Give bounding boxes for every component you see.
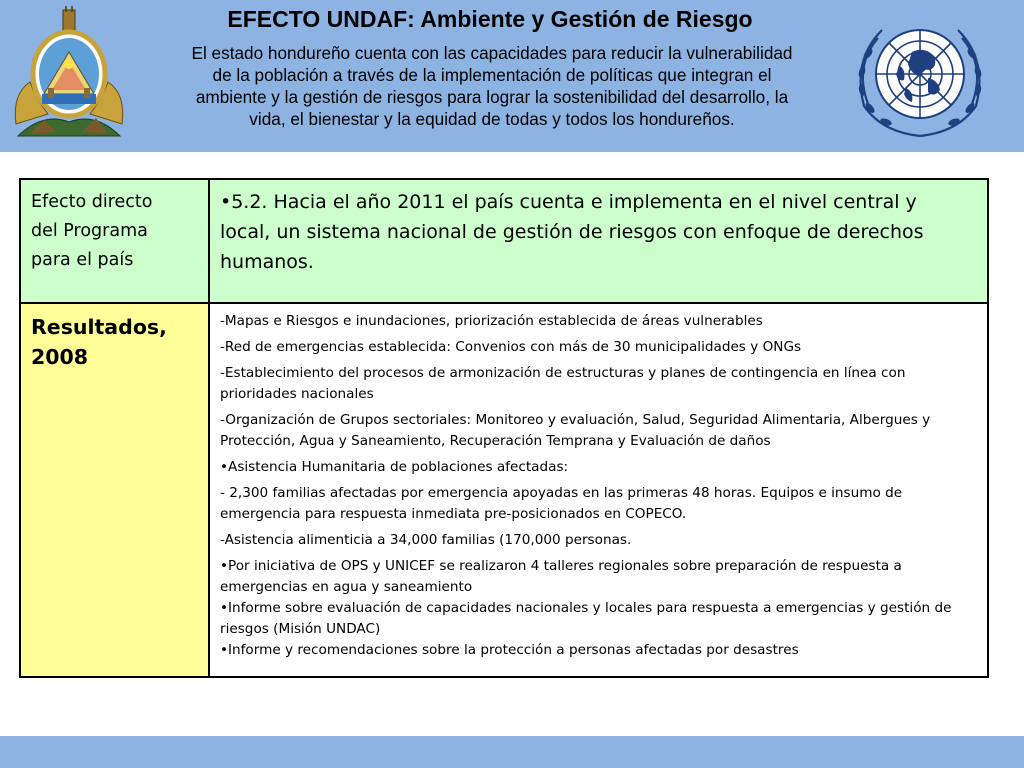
label-line: 2008 bbox=[31, 345, 89, 369]
row-label-cell bbox=[20, 303, 209, 677]
result-item: -Establecimiento del procesos de armonización de estructuras y planes de contingencia en línea con prioridades nacionales bbox=[220, 365, 906, 402]
united-nations-emblem-icon bbox=[842, 10, 998, 142]
effect-text: •5.2. Hacia el año 2011 el país cuenta e implementa en el nivel central y local, un sistema nacional de gestión de riesgos con enfoque de derechos humanos. bbox=[220, 191, 924, 273]
effect-text-cell bbox=[209, 179, 988, 303]
row-label bbox=[21, 304, 208, 372]
label-line: Resultados, bbox=[31, 315, 167, 339]
subtitle-line: El estado hondureño cuenta con las capacidades para reducir la vulnerabilidad bbox=[191, 43, 793, 63]
result-item: -Organización de Grupos sectoriales: Monitoreo y evaluación, Salud, Seguridad Alimentaria, Albergues y Protección, Agua y Saneamiento, Recuperación Temprana y Evaluación de daños bbox=[220, 412, 931, 449]
result-item: •Informe y recomendaciones sobre la protección a personas afectadas por desastres bbox=[220, 642, 799, 658]
results-list bbox=[210, 304, 987, 661]
table-row bbox=[20, 179, 988, 303]
page-subtitle bbox=[140, 42, 844, 130]
table-row bbox=[20, 303, 988, 677]
result-item: -Red de emergencias establecida: Convenios con más de 30 municipalidades y ONGs bbox=[220, 339, 802, 355]
result-item: •Por iniciativa de OPS y UNICEF se realizaron 4 talleres regionales sobre preparación de respuesta a emergencias en agua y saneamiento bbox=[220, 558, 902, 595]
subtitle-line: ambiente y la gestión de riesgos para lograr la sostenibilidad del desarrollo, la bbox=[195, 87, 789, 107]
row-label bbox=[21, 180, 208, 275]
results-cell bbox=[209, 303, 988, 677]
label-line: del Programa bbox=[31, 221, 148, 241]
result-item: -Asistencia alimenticia a 34,000 familias (170,000 personas. bbox=[220, 532, 632, 548]
footer-band bbox=[0, 736, 1024, 768]
program-effect-table bbox=[19, 178, 989, 678]
header-band bbox=[0, 0, 1024, 152]
label-line: para el país bbox=[31, 250, 134, 270]
result-item: •Informe sobre evaluación de capacidades nacionales y locales para respuesta a emergencias y gestión de riesgos (Misión UNDAC) bbox=[220, 600, 952, 637]
result-item: •Asistencia Humanitaria de poblaciones afectadas: bbox=[220, 459, 569, 475]
subtitle-line: de la población a través de la implementación de políticas que integran el bbox=[212, 65, 772, 85]
label-line: Efecto directo bbox=[31, 192, 153, 212]
result-item: -Mapas e Riesgos e inundaciones, priorización establecida de áreas vulnerables bbox=[220, 313, 763, 329]
row-label-cell bbox=[20, 179, 209, 303]
honduras-coat-of-arms-icon bbox=[8, 4, 130, 146]
result-item: - 2,300 familias afectadas por emergencia apoyadas en las primeras 48 horas. Equipos e insumo de emergencia para respuesta inmediata pre-posicionados en COPECO. bbox=[220, 485, 903, 522]
page-title: EFECTO UNDAF: Ambiente y Gestión de Riesgo bbox=[227, 6, 753, 32]
subtitle-line: vida, el bienestar y la equidad de todas y todos los hondureños. bbox=[249, 109, 735, 129]
